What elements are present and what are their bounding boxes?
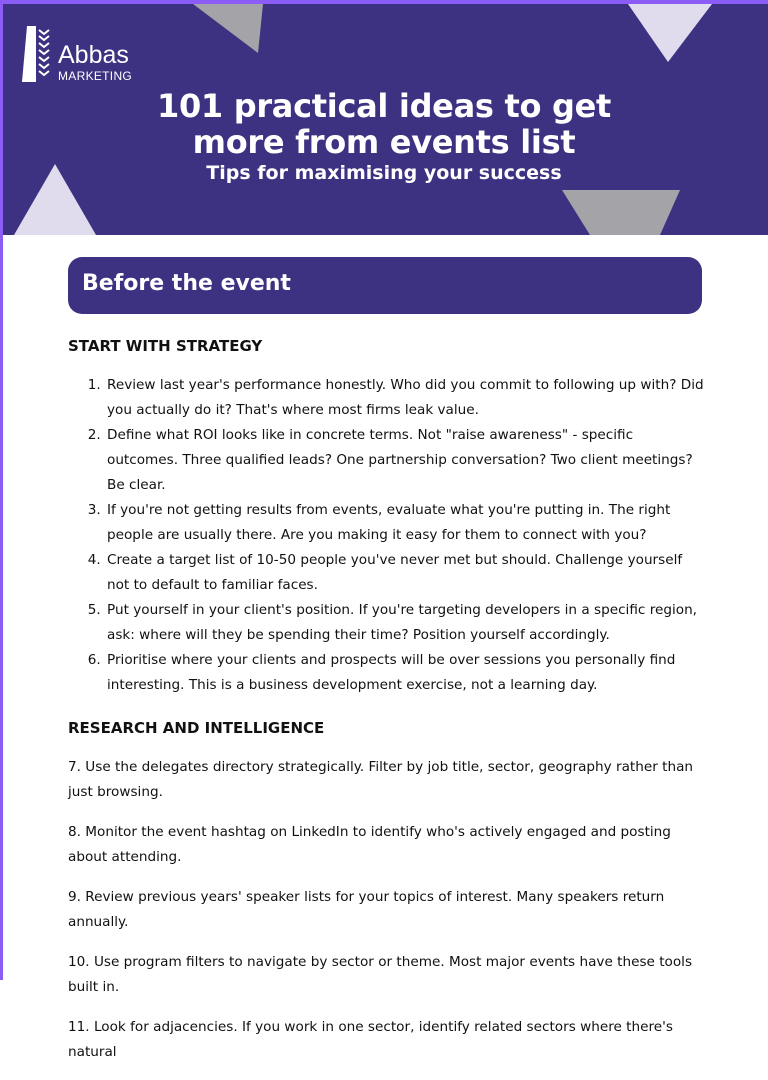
list-item: 7. Use the delegates directory strategically. Filter by job title, sector, geography rather than just browsing. — [68, 759, 694, 800]
section-heading-before-event: Before the event — [68, 257, 702, 314]
list-item: 11. Look for adjacencies. If you work in one sector, identify related sectors where there's natural — [68, 1019, 673, 1060]
logo-mark-icon — [22, 26, 52, 82]
list-item: 4. Create a target list of 10-50 people you've never met but should. Challenge yourself not to default to familiar faces. — [105, 548, 708, 598]
logo-name: Abbas — [58, 41, 129, 69]
list-item: 8. Monitor the event hashtag on LinkedIn to identify who's actively engaged and posting about attending. — [68, 824, 671, 865]
page-title: 101 practical ideas to get more from events list — [156, 87, 611, 161]
research-heading: RESEARCH AND INTELLIGENCE — [68, 719, 325, 737]
strategy-list — [68, 373, 708, 698]
list-item: 10. Use program filters to navigate by sector or theme. Most major events have these tools built in. — [68, 954, 693, 995]
abbas-marketing-logo — [22, 26, 132, 82]
list-item: 9. Review previous years' speaker lists for your topics of interest. Many speakers return annually. — [68, 889, 665, 930]
logo-subtitle: MARKETING — [58, 69, 133, 83]
page-subtitle: Tips for maximising your success — [206, 162, 562, 184]
document-body — [68, 334, 708, 1080]
list-item: 3. If you're not getting results from events, evaluate what you're putting in. The right people are usually there. Are you making it easy for them to connect with you? — [105, 498, 708, 548]
list-item: 6. Prioritise where your clients and prospects will be over sessions you personally find interesting. This is a business development exercise, not a learning day. — [105, 648, 708, 698]
header-banner — [0, 0, 768, 235]
list-item: 5. Put yourself in your client's position. If you're targeting developers in a specific region, ask: where will they be spending their time? Position yourself accordingly. — [105, 598, 708, 648]
strategy-heading: START WITH STRATEGY — [68, 337, 263, 355]
list-item: 1. Review last year's performance honestly. Who did you commit to following up with? Did you actually do it? That's where most firms leak value. — [105, 373, 708, 423]
list-item: 2. Define what ROI looks like in concrete terms. Not "raise awareness" - specific outcomes. Three qualified leads? One partnership conversation? Two client meetings? Be clear. — [105, 423, 708, 498]
